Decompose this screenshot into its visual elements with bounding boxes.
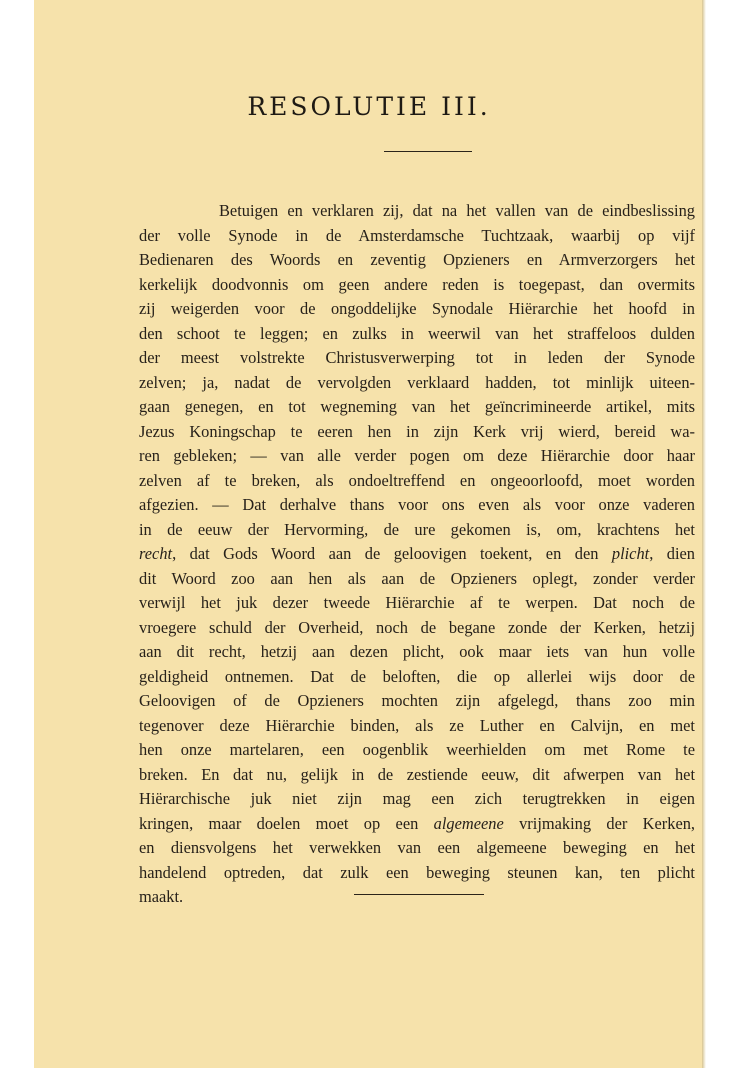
text-segment: vroegere schuld der Overheid, noch de begane zonde der Kerken, hetzij (139, 617, 695, 637)
text-segment: kerkelijk doodvonnis om geen andere reden is toegepast, dan overmits (139, 274, 695, 294)
text-segment: kringen, maar doelen moet op een (139, 813, 434, 833)
text-segment: afgezien. — Dat derhalve thans voor ons even als voor onze vaderen (139, 495, 695, 514)
text-line (139, 444, 695, 469)
text-line (139, 640, 695, 665)
text-segment: Betuigen en verklaren zij, dat na het vallen van de eindbeslissing (219, 201, 695, 220)
text-line (139, 493, 695, 518)
text-segment: vrijmaking der Kerken, (503, 813, 696, 833)
emphasis-algemeene: algemeene (433, 813, 504, 833)
text-line (139, 322, 695, 347)
text-segment: geldigheid ontnemen. Dat de beloften, die op allerlei wijs door de (139, 666, 695, 686)
page-title: RESOLUTIE III. (247, 92, 491, 121)
text-line (139, 371, 695, 396)
text-segment: Geloovigen of de Opzieners mochten zijn afgelegd, thans zoo min (139, 691, 695, 710)
text-segment: der volle Synode in de Amsterdamsche Tuchtzaak, waarbij op vijf (139, 225, 695, 245)
text-segment: Hiërarchische juk niet zijn mag een zich terugtrekken in eigen (139, 789, 695, 808)
text-line (139, 714, 695, 739)
text-segment: dit Woord zoo aan hen als aan de Opzieners oplegt, zonder verder (139, 568, 695, 588)
text-segment: der meest volstrekte Christusverwerping tot in leden der Synode (139, 348, 695, 367)
text-line (139, 297, 695, 322)
text-segment: den schoot te leggen; en zulks in weerwil van het straffeloos dulden (139, 323, 695, 343)
text-line (139, 542, 695, 567)
text-line (139, 518, 695, 543)
text-segment: aan dit recht, hetzij aan dezen plicht, ook maar iets van hun volle (139, 642, 695, 661)
text-line (139, 763, 695, 788)
book-page (34, 0, 704, 1068)
text-segment: ren gebleken; — van alle verder pogen om deze Hiërarchie door haar (139, 446, 695, 465)
text-segment: hen onze martelaren, een oogenblik weerhielden om met Rome te (139, 740, 695, 759)
text-segment: , dat Gods Woord aan de geloovigen toekent, en den (172, 544, 612, 563)
emphasis-plicht: plicht (611, 544, 650, 563)
text-line (139, 738, 695, 763)
resolution-body (139, 199, 695, 910)
text-line (139, 273, 695, 298)
text-segment: gaan genegen, en tot wegneming van het geïncrimineerde artikel, mits (139, 397, 695, 416)
text-line (139, 836, 695, 861)
text-line (139, 420, 695, 445)
closing-divider (354, 894, 484, 895)
text-segment: maakt. (139, 887, 184, 906)
text-segment: Bedienaren des Woords en zeventig Opzieners en Armverzorgers het (139, 250, 695, 269)
text-segment: verwijl het juk dezer tweede Hiërarchie af te werpen. Dat noch de (139, 593, 695, 612)
text-line (139, 395, 695, 420)
text-segment: in de eeuw der Hervorming, de ure gekomen is, om, krachtens het (139, 519, 695, 539)
text-line (139, 812, 695, 837)
text-line (139, 346, 695, 371)
text-line (139, 689, 695, 714)
text-line (139, 591, 695, 616)
text-segment: breken. En dat nu, gelijk in de zestiende eeuw, dit afwerpen van het (139, 764, 695, 784)
text-line (139, 787, 695, 812)
text-line (139, 861, 695, 886)
text-segment: handelend optreden, dat zulk een beweging steunen kan, ten plicht (139, 862, 695, 882)
text-segment: zelven; ja, nadat de vervolgden verklaard hadden, tot minlijk uiteen- (139, 372, 695, 392)
text-line (139, 616, 695, 641)
text-segment: tegenover deze Hiërarchie binden, als ze Luther en Calvijn, en met (139, 715, 695, 735)
emphasis-recht: recht (139, 544, 173, 563)
title-divider (384, 151, 472, 152)
text-line (139, 665, 695, 690)
text-line (139, 885, 695, 910)
page-edge (702, 0, 706, 1068)
text-segment: en diensvolgens het verwekken van een algemeene beweging en het (139, 838, 695, 857)
text-line (139, 199, 695, 224)
text-segment: Jezus Koningschap te eeren hen in zijn Kerk vrij wierd, bereid wa- (139, 421, 695, 441)
text-line (139, 469, 695, 494)
text-segment: zij weigerden voor de ongoddelijke Synodale Hiërarchie het hoofd in (139, 299, 695, 318)
text-line (139, 248, 695, 273)
text-line (139, 567, 695, 592)
text-line (139, 224, 695, 249)
text-segment: zelven af te breken, als ondoeltreffend en ongeoorloofd, moet worden (139, 470, 695, 490)
text-segment: , dien (649, 544, 695, 563)
